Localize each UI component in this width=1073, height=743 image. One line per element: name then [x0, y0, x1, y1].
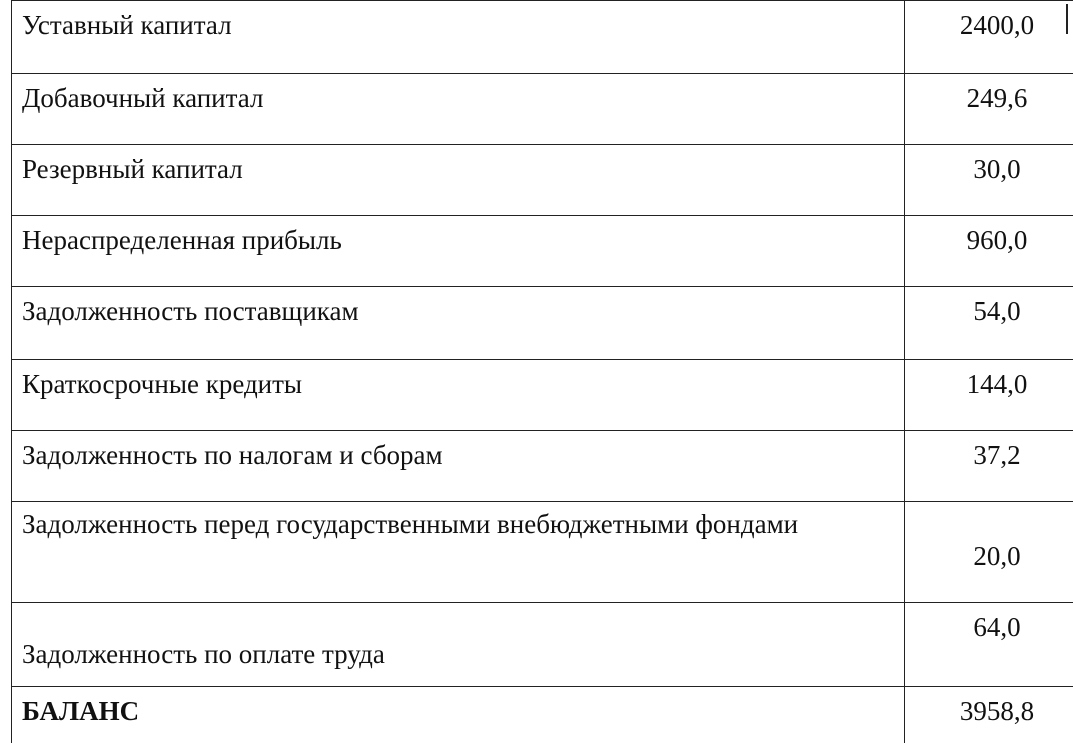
row-value: 249,6: [905, 74, 1073, 145]
total-value: 3958,8: [905, 687, 1073, 743]
table-row: [12, 287, 1073, 360]
table-row: [12, 431, 1073, 502]
row-value: 144,0: [905, 360, 1073, 431]
row-value: 20,0: [905, 502, 1073, 603]
row-label: Уставный капитал: [12, 1, 905, 74]
row-value: 64,0: [905, 603, 1073, 687]
table-row: [12, 360, 1073, 431]
table-row: [12, 603, 1073, 687]
row-value: 30,0: [905, 145, 1073, 216]
row-label: Задолженность перед государственными внебюджетными фондами: [12, 502, 905, 603]
table-row-total: [12, 687, 1073, 743]
row-label: Задолженность по налогам и сборам: [12, 431, 905, 502]
row-label: Краткосрочные кредиты: [12, 360, 905, 431]
row-label: Задолженность по оплате труда: [12, 603, 905, 687]
table-row: [12, 216, 1073, 287]
table-row: [12, 74, 1073, 145]
table-row: [12, 502, 1073, 603]
row-value: 960,0: [905, 216, 1073, 287]
total-label: БАЛАНС: [12, 687, 905, 743]
balance-table: [11, 0, 1073, 743]
table-row: [12, 1, 1073, 74]
row-value: 54,0: [905, 287, 1073, 360]
row-label: Нераспределенная прибыль: [12, 216, 905, 287]
row-label: Добавочный капитал: [12, 74, 905, 145]
table-row: [12, 145, 1073, 216]
row-value: 37,2: [905, 431, 1073, 502]
row-label: Задолженность поставщикам: [12, 287, 905, 360]
row-value: 2400,0: [905, 1, 1073, 74]
row-label: Резервный капитал: [12, 145, 905, 216]
